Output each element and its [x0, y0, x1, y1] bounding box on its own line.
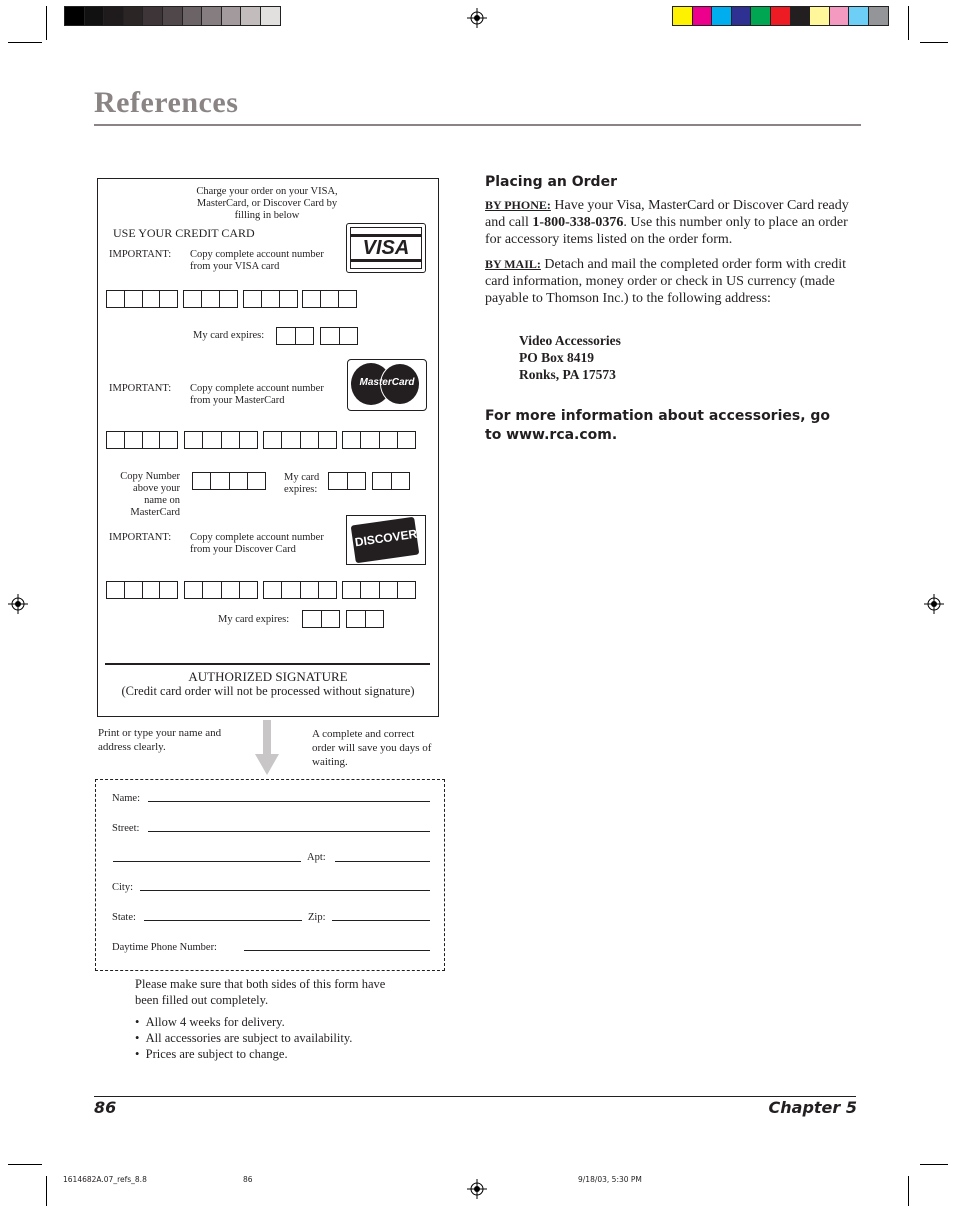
chapter-label: Chapter 5 [768, 1098, 857, 1117]
zip-label: Zip: [308, 912, 326, 923]
state-label: State: [112, 912, 136, 923]
street-line-2-field[interactable] [113, 861, 301, 862]
please-note: Please make sure that both sides of this form have been filled out completely. [135, 977, 386, 1007]
visa-logo: VISA [346, 223, 426, 273]
account-digit-boxes[interactable] [263, 581, 337, 599]
expires-label: My card expires: [284, 472, 320, 495]
expires-label: My card expires: [193, 330, 265, 341]
expiry-month-boxes[interactable] [328, 472, 366, 490]
complete-note: A complete and correct order will save you days of waiting. [312, 728, 432, 768]
account-digit-boxes[interactable] [342, 431, 416, 449]
color-swatch [790, 6, 811, 26]
zip-field[interactable] [332, 920, 430, 921]
color-swatch [692, 6, 713, 26]
down-arrow-icon [254, 720, 280, 776]
registration-mark-icon [924, 594, 944, 614]
signature-label: AUTHORIZED SIGNATURE [188, 669, 348, 684]
expiry-year-boxes[interactable] [320, 327, 358, 345]
color-swatch [162, 6, 183, 26]
expiry-year-boxes[interactable] [346, 610, 384, 628]
account-digit-boxes[interactable] [342, 581, 416, 599]
color-swatch [672, 6, 693, 26]
title-rule [94, 124, 861, 126]
account-digit-boxes[interactable] [243, 290, 298, 308]
account-digit-boxes[interactable] [106, 581, 178, 599]
color-swatch [711, 6, 732, 26]
by-phone-label: BY PHONE: [485, 198, 551, 212]
list-item: • Prices are subject to change. [135, 1047, 288, 1061]
print-note: Print or type your name and address clearly. [98, 727, 222, 753]
color-swatch [829, 6, 850, 26]
account-digit-boxes[interactable] [184, 431, 258, 449]
footer-rule [94, 1096, 856, 1097]
mastercard-name-digit-boxes[interactable] [192, 472, 266, 490]
color-swatch [84, 6, 105, 26]
apt-label: Apt: [307, 852, 326, 863]
list-item: • Allow 4 weeks for delivery. [135, 1015, 285, 1029]
important-label: IMPORTANT: [109, 249, 172, 260]
expiry-year-boxes[interactable] [372, 472, 410, 490]
account-digit-boxes[interactable] [302, 290, 357, 308]
phone-number: 1-800-338-0376 [532, 215, 624, 230]
mailing-address: Video Accessories PO Box 8419 Ronks, PA 17573 [519, 333, 621, 382]
visa-copy-note: Copy complete account number from your VISA card [190, 249, 324, 272]
account-digit-boxes[interactable] [106, 431, 178, 449]
by-mail-paragraph: BY MAIL: Detach and mail the completed order form with credit card information, money order or check in US currency (made payable to Thomson Inc.) to the following address: [485, 257, 847, 306]
list-item: • All accessories are subject to availability. [135, 1031, 353, 1045]
color-swatch [123, 6, 144, 26]
state-field[interactable] [144, 920, 302, 921]
expiry-month-boxes[interactable] [302, 610, 340, 628]
color-swatch [103, 6, 124, 26]
apt-field[interactable] [335, 861, 430, 862]
account-digit-boxes[interactable] [184, 581, 258, 599]
color-swatch [750, 6, 771, 26]
city-label: City: [112, 882, 134, 893]
phone-field[interactable] [244, 950, 430, 951]
account-digit-boxes[interactable] [106, 290, 178, 308]
discover-copy-note: Copy complete account number from your Discover Card [190, 532, 324, 555]
slug-date: 9/18/03, 5:30 PM [578, 1175, 642, 1184]
registration-mark-icon [8, 594, 28, 614]
discover-logo: DISCOVER [346, 515, 426, 565]
color-swatch [64, 6, 85, 26]
color-swatch [868, 6, 889, 26]
signature-note: (Credit card order will not be processed without signature) [121, 684, 415, 698]
page-title: References [94, 86, 239, 119]
account-digit-boxes[interactable] [183, 290, 238, 308]
mastercard-copy-note: Copy complete account number from your MasterCard [190, 383, 324, 406]
color-swatch [260, 6, 281, 26]
signature-line[interactable] [105, 663, 430, 665]
color-swatch [182, 6, 203, 26]
name-label: Name: [112, 793, 140, 804]
street-field[interactable] [148, 831, 430, 832]
account-digit-boxes[interactable] [263, 431, 337, 449]
use-card-label: USE YOUR CREDIT CARD [113, 226, 255, 240]
registration-mark-icon [467, 8, 487, 28]
city-field[interactable] [140, 890, 430, 891]
page-number: 86 [94, 1098, 117, 1117]
slug-page: 86 [243, 1175, 253, 1184]
registration-mark-icon [467, 1179, 487, 1199]
important-label: IMPORTANT: [109, 532, 172, 543]
color-swatch [848, 6, 869, 26]
mastercard-logo: MasterCard [347, 359, 427, 411]
phone-label: Daytime Phone Number: [112, 942, 217, 953]
expires-label: My card expires: [218, 614, 290, 625]
section-heading: Placing an Order [485, 174, 617, 190]
more-info: For more information about accessories, go to www.rca.com. [485, 408, 831, 443]
expiry-month-boxes[interactable] [276, 327, 314, 345]
color-swatch [731, 6, 752, 26]
color-swatch [240, 6, 261, 26]
color-swatch [221, 6, 242, 26]
delivery-notes [135, 1014, 352, 1062]
by-mail-label: BY MAIL: [485, 257, 541, 271]
charge-note: Charge your order on your VISA, MasterCard, or Discover Card by filling in below [196, 186, 338, 221]
color-swatch [770, 6, 791, 26]
slug-file: 1614682A.07_refs_8.8 [63, 1175, 147, 1184]
color-swatch [201, 6, 222, 26]
color-swatch [809, 6, 830, 26]
color-swatch [142, 6, 163, 26]
copy-number-label: Copy Number above your name on MasterCard [120, 471, 180, 518]
name-field[interactable] [148, 801, 430, 802]
by-phone-paragraph: BY PHONE: Have your Visa, MasterCard or Discover Card ready and call 1-800-338-0376. Use this number only to place an order for accessory items listed on the order form. [485, 198, 849, 247]
important-label: IMPORTANT: [109, 383, 172, 394]
street-label: Street: [112, 823, 140, 834]
